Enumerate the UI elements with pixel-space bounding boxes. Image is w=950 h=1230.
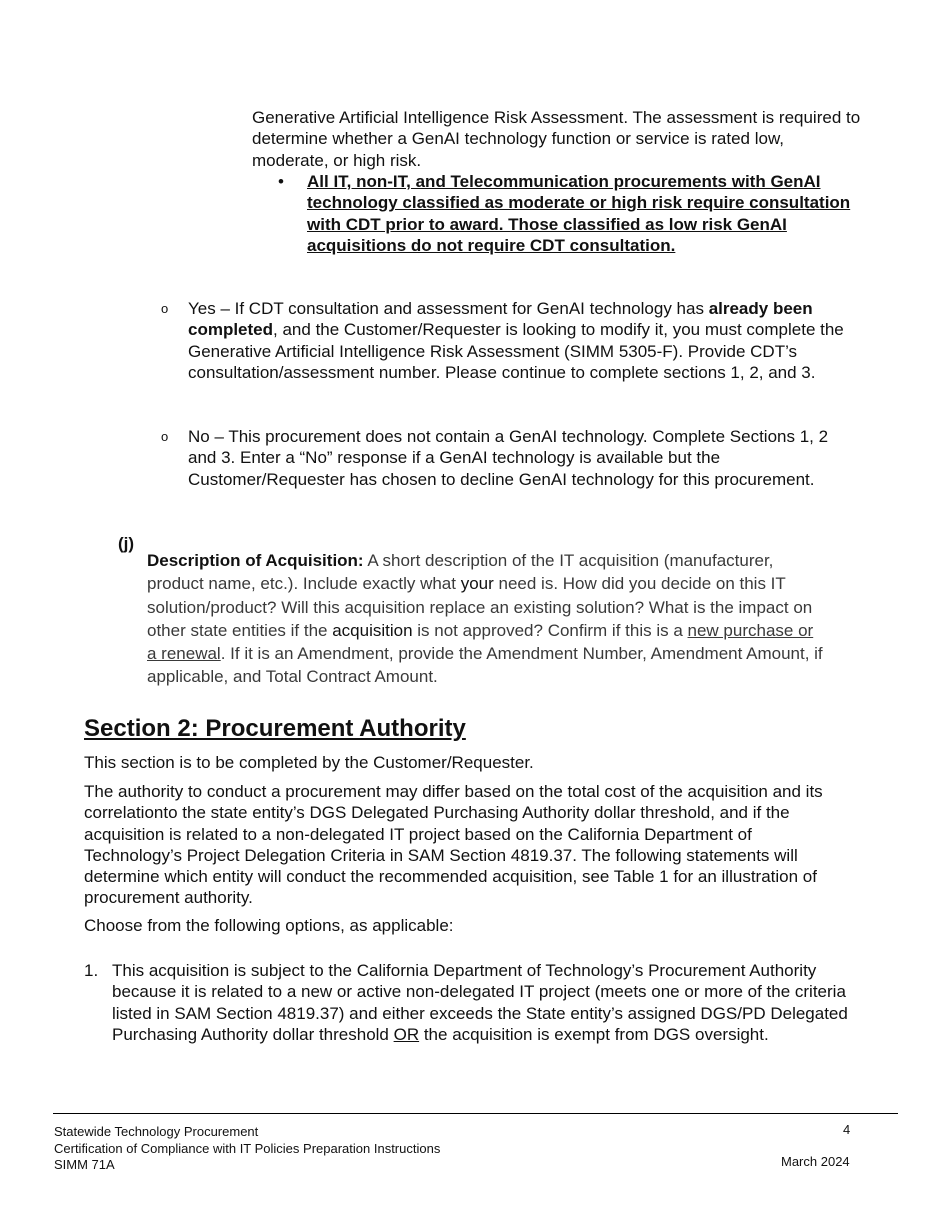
option-yes-pre: Yes – If CDT consultation and assessment for GenAI technology has [188, 299, 709, 318]
section-2-heading: Section 2: Procurement Authority [84, 715, 466, 742]
section-2-intro: This section is to be completed by the Customer/Requester. [84, 753, 534, 772]
footer-date: March 2024 [781, 1154, 850, 1169]
footer-line-2: Certification of Compliance with IT Policies Preparation Instructions [54, 1140, 441, 1156]
list-item-1 [112, 960, 852, 1045]
bullet-icon: • [278, 172, 284, 191]
footer-line-1: Statewide Technology Procurement [54, 1124, 259, 1139]
option-yes-bold: already been completed [188, 299, 813, 340]
item-j-description [147, 549, 827, 689]
option-yes-post: , and the Customer/Requester is looking to modify it, you must complete the Generative Artificial Intelligence Risk Assessment (SIMM 5305-F). Provide CDT’s consultation/assessment number. Please continue to complete sections 1, 2, and 3. [188, 320, 844, 382]
item-j-text-6: . If it is an Amendment, provide the Amendment Number, Amendment Amount, if applicable, and Total Contract Amount. [147, 644, 823, 687]
item-j-label: (j) [118, 534, 135, 553]
genai-consultation-note: All IT, non-IT, and Telecommunication procurements with GenAI technology classified as moderate or high risk require consultation with CDT prior to award. Those classified as low risk GenAI acquisitions do not require CDT consultation. [307, 172, 851, 255]
intro-paragraph: Generative Artificial Intelligence Risk Assessment. The assessment is required to determine whether a GenAI technology function or service is rated low, moderate, or high risk. [252, 108, 861, 170]
list-item-1-pre: This acquisition is subject to the California Department of Technology’s Procurement Authority because it is related to a new or active non-delegated IT project (meets one or more of the criteria listed in SAM Section 4819.37) and either exceeds the State entity’s assigned DGS/PD Delegated Purchasing Authority dollar threshold [112, 961, 848, 1044]
item-j-title: Description of Acquisition: [147, 551, 364, 570]
item-j-text-4: acquisition [332, 620, 413, 640]
list-item-1-post: the acquisition is exempt from DGS oversight. [419, 1024, 769, 1044]
item-j-text-5: is not approved? Confirm if this is a [412, 620, 688, 640]
footer-divider [53, 1113, 898, 1114]
footer-left [54, 1124, 440, 1174]
section-2-authority-paragraph: The authority to conduct a procurement may differ based on the total cost of the acquisition and its correlationto the state entity’s DGS Delegated Purchasing Authority dollar threshold, and if the acquisition is related to a non-delegated IT project based on the California Department of Technology’s Project Delegation Criteria in SAM Section 4819.37. The following statements will determine which entity will conduct the recommended acquisition, see Table 1 for an illustration of procurement authority. [84, 782, 823, 908]
footer-line-3: SIMM 71A [54, 1157, 115, 1172]
item-j-text-3: need is. How did you decide on this IT solution/product? Will this acquisition replace an existing solution? What is the impact on other state entities if the [147, 574, 813, 640]
circle-bullet-icon: o [161, 429, 169, 444]
list-item-1-or: OR [393, 1024, 420, 1044]
list-number: 1. [84, 961, 99, 980]
option-yes [188, 298, 858, 383]
option-no: No – This procurement does not contain a GenAI technology. Complete Sections 1, 2 and 3. Enter a “No” response if a GenAI technology is available but the Customer/Requester has chosen to decline GenAI technology for this procurement. [188, 427, 829, 489]
page-number: 4 [843, 1122, 851, 1137]
item-j-text-2: your [460, 574, 494, 594]
item-j-text-1: A short description of the IT acquisition (manufacturer, product name, etc.). Include exactly what [147, 551, 774, 594]
section-2-choose-options: Choose from the following options, as applicable: [84, 916, 454, 935]
circle-bullet-icon: o [161, 301, 169, 316]
item-j-underlined: new purchase or a renewal [147, 620, 814, 664]
